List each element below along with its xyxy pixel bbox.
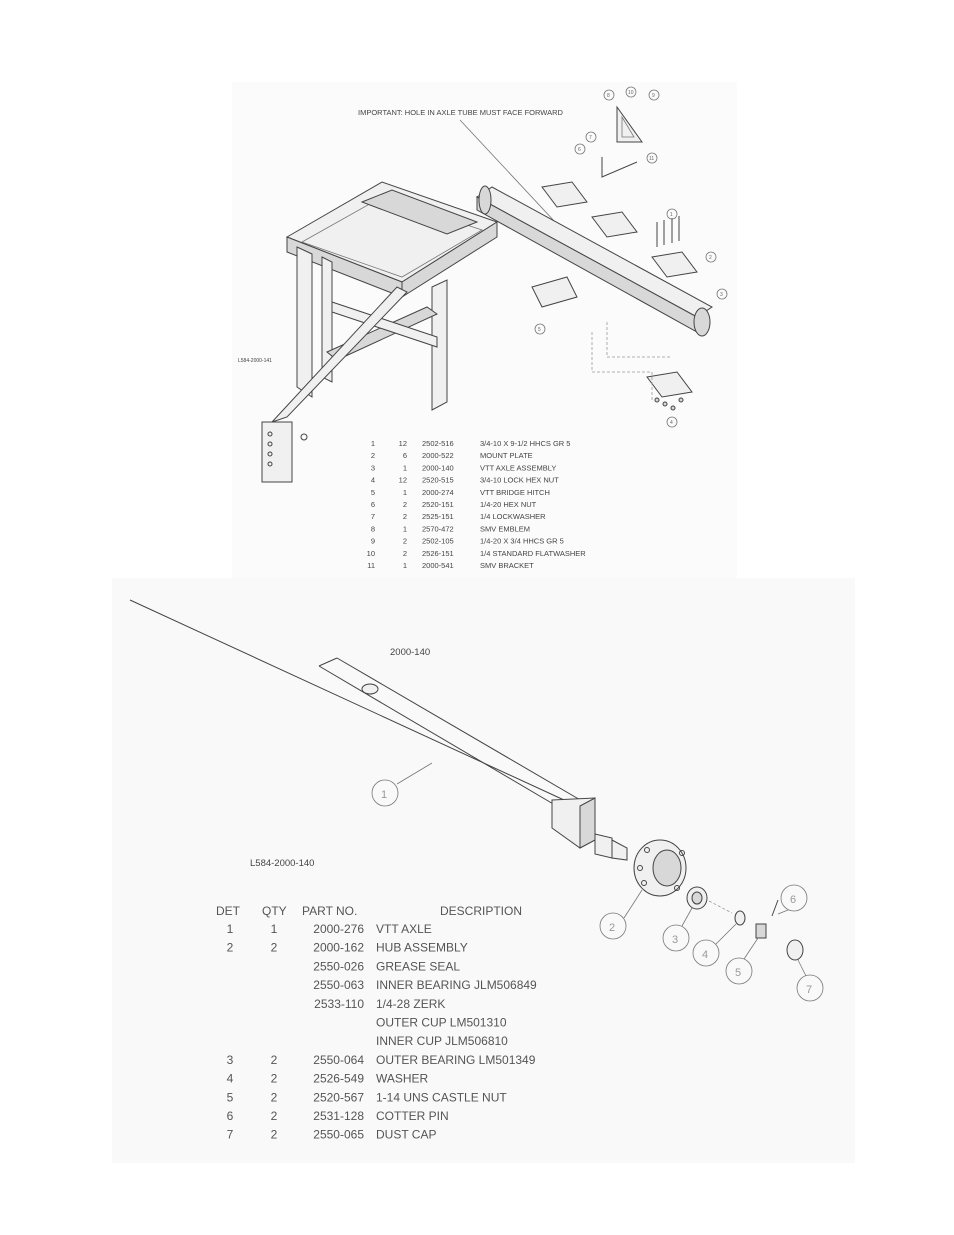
svg-text:10: 10	[628, 90, 634, 96]
table-row	[227, 1128, 437, 1142]
qty: 2	[402, 536, 407, 546]
table-row	[227, 941, 468, 955]
parts-table-rows	[227, 922, 537, 1142]
description: VTT BRIDGE HITCH	[480, 487, 550, 497]
svg-text:2: 2	[709, 255, 712, 261]
description: 1/4-20 X 3/4 HHCS GR 5	[480, 536, 564, 546]
part-no: 2525-151	[422, 512, 454, 522]
det: 1	[370, 439, 375, 448]
det: 5	[226, 1090, 234, 1105]
det: 6	[370, 500, 375, 509]
description: 3/4-10 X 9-1/2 HHCS GR 5	[480, 439, 571, 448]
qty: 2	[402, 500, 407, 509]
det: 5	[370, 487, 375, 497]
top-parts-row	[371, 439, 571, 448]
top-parts-row	[371, 524, 530, 533]
top-parts-row	[371, 451, 533, 460]
top-parts-row	[367, 561, 534, 570]
castle-nut	[756, 924, 766, 938]
table-row	[376, 1034, 508, 1048]
top-drawing-panel	[232, 82, 737, 579]
qty: 2	[270, 940, 278, 955]
description: 1/4 LOCKWASHER	[480, 512, 546, 522]
det: 10	[366, 548, 375, 558]
description: 1-14 UNS CASTLE NUT	[376, 1090, 507, 1105]
part-no: 2533-110	[314, 996, 364, 1011]
part-no: 2531-128	[313, 1109, 364, 1123]
svg-text:1: 1	[381, 789, 388, 801]
qty: 12	[398, 439, 407, 448]
svg-text:4: 4	[670, 420, 673, 426]
det: 3	[370, 463, 375, 473]
svg-text:3: 3	[720, 292, 723, 298]
qty: 2	[270, 1109, 278, 1123]
det: 8	[370, 524, 375, 534]
part-no: 2000-541	[422, 561, 454, 570]
description: 3/4-10 LOCK HEX NUT	[480, 475, 559, 485]
description: WASHER	[376, 1071, 429, 1086]
det: 2	[370, 451, 375, 461]
description: 1/4-28 ZERK	[376, 996, 446, 1011]
svg-text:8: 8	[607, 93, 610, 99]
part-no: 2502-105	[422, 536, 454, 546]
description: INNER BEARING JLM506849	[376, 978, 537, 993]
svg-text:4: 4	[702, 949, 709, 961]
top-parts-row	[371, 537, 564, 546]
description: GREASE SEAL	[376, 959, 461, 974]
cotter-pin	[772, 900, 778, 916]
qty: 2	[270, 1052, 278, 1067]
description: OUTER BEARING LM501349	[376, 1052, 536, 1067]
svg-text:5: 5	[538, 327, 541, 333]
axle-tube	[477, 187, 712, 317]
part-no: 2000-140	[422, 463, 454, 473]
header-qty: QTY	[262, 904, 287, 918]
table-row	[313, 978, 537, 992]
det: 2	[226, 940, 234, 955]
part-no: 2526-549	[313, 1071, 364, 1086]
part-no: 2526-151	[422, 548, 454, 558]
table-row	[376, 1016, 507, 1030]
hitch-coupler	[262, 422, 292, 482]
part-no: 2000-162	[313, 940, 364, 955]
axle-edge-top	[130, 600, 564, 800]
det: 4	[370, 475, 375, 485]
qty: 2	[270, 1127, 278, 1142]
svg-text:3: 3	[672, 934, 679, 946]
top-parts-row	[371, 500, 537, 509]
description: HUB ASSEMBLY	[376, 940, 468, 955]
qty: 2	[402, 548, 407, 558]
part-no: 2520-567	[313, 1090, 364, 1105]
det: 6	[226, 1109, 234, 1123]
hub-right	[694, 308, 710, 336]
part-no: 2520-515	[422, 475, 454, 485]
description: 1/4-20 HEX NUT	[480, 500, 537, 509]
bottom-drawing-number: L584-2000-140	[250, 858, 315, 869]
top-parts-row	[371, 488, 550, 497]
frame-assembly-drawing	[232, 82, 737, 579]
description: INNER CUP JLM506810	[376, 1034, 508, 1049]
det: 9	[370, 536, 375, 546]
svg-text:7: 7	[806, 984, 813, 996]
top-parts-row	[371, 463, 557, 472]
description: 1/4 STANDARD FLATWASHER	[480, 548, 586, 558]
description: SMV EMBLEM	[480, 524, 531, 534]
det: 4	[226, 1071, 234, 1086]
description: OUTER CUP LM501310	[376, 1015, 507, 1030]
det: 3	[226, 1052, 234, 1067]
top-parts-row	[367, 549, 587, 558]
part-no: 2520-151	[422, 500, 454, 509]
part-no: 2000-276	[313, 922, 364, 936]
svg-text:6: 6	[578, 147, 581, 153]
header-description: DESCRIPTION	[440, 904, 523, 918]
det: 11	[367, 561, 375, 570]
hub-left	[479, 186, 491, 214]
axle-hole	[362, 684, 378, 694]
part-no: 2550-026	[313, 959, 364, 974]
top-parts-row	[371, 512, 546, 521]
mount-plate	[592, 212, 637, 237]
header-det: DET	[216, 904, 240, 918]
top-drawing-number: L584-2000-141	[238, 358, 272, 364]
important-note: IMPORTANT: HOLE IN AXLE TUBE MUST FACE FORWARD	[358, 108, 563, 117]
mount-plate	[652, 252, 697, 277]
det: 7	[226, 1127, 234, 1142]
spindle	[595, 834, 612, 858]
assembly-number: 2000-140	[390, 647, 431, 658]
table-row	[314, 997, 445, 1011]
axle-assembly-drawing	[112, 578, 855, 1163]
mount-plate	[647, 372, 692, 397]
det: 7	[370, 512, 375, 522]
description: VTT AXLE ASSEMBLY	[480, 463, 557, 473]
description: COTTER PIN	[376, 1109, 449, 1123]
dust-cap	[787, 940, 803, 960]
part-no: 2550-065	[313, 1127, 364, 1142]
svg-text:9: 9	[652, 93, 655, 99]
qty: 2	[270, 1090, 278, 1105]
table-row	[227, 1072, 429, 1086]
qty: 1	[402, 487, 407, 497]
svg-text:5: 5	[735, 967, 742, 979]
qty: 12	[398, 475, 407, 485]
part-no: 2000-522	[422, 451, 454, 461]
svg-text:2: 2	[609, 922, 616, 934]
table-row	[227, 1053, 536, 1067]
top-parts-list	[367, 439, 587, 570]
description: SMV BRACKET	[480, 561, 534, 570]
table-row	[313, 959, 460, 973]
description: VTT AXLE	[376, 922, 432, 936]
svg-text:7: 7	[589, 135, 592, 141]
svg-text:1: 1	[670, 212, 673, 218]
qty: 2	[402, 512, 407, 522]
description: MOUNT PLATE	[480, 451, 533, 461]
qty: 1	[402, 463, 407, 473]
part-no: 2570-472	[422, 524, 454, 534]
qty: 1	[402, 524, 407, 534]
description: DUST CAP	[376, 1127, 437, 1142]
svg-text:6: 6	[790, 894, 797, 906]
qty: 1	[270, 922, 278, 936]
washer	[735, 911, 745, 925]
table-row	[227, 1090, 508, 1104]
qty: 1	[402, 561, 407, 570]
det: 1	[226, 922, 234, 936]
part-no: 2000-274	[422, 487, 454, 497]
part-no: 2550-063	[313, 978, 364, 993]
part-no: 2550-064	[313, 1052, 364, 1067]
header-part: PART NO.	[302, 904, 358, 918]
table-row	[227, 1109, 449, 1123]
mount-plate	[542, 182, 587, 207]
top-parts-row	[371, 476, 559, 485]
table-row	[227, 922, 432, 936]
smv-bracket	[602, 157, 637, 177]
qty: 6	[402, 451, 407, 461]
parts-table-header	[216, 904, 522, 918]
part-no: 2502-516	[422, 439, 454, 448]
qty: 2	[270, 1071, 278, 1086]
svg-text:11: 11	[649, 156, 655, 162]
bottom-drawing-panel	[112, 578, 855, 1163]
